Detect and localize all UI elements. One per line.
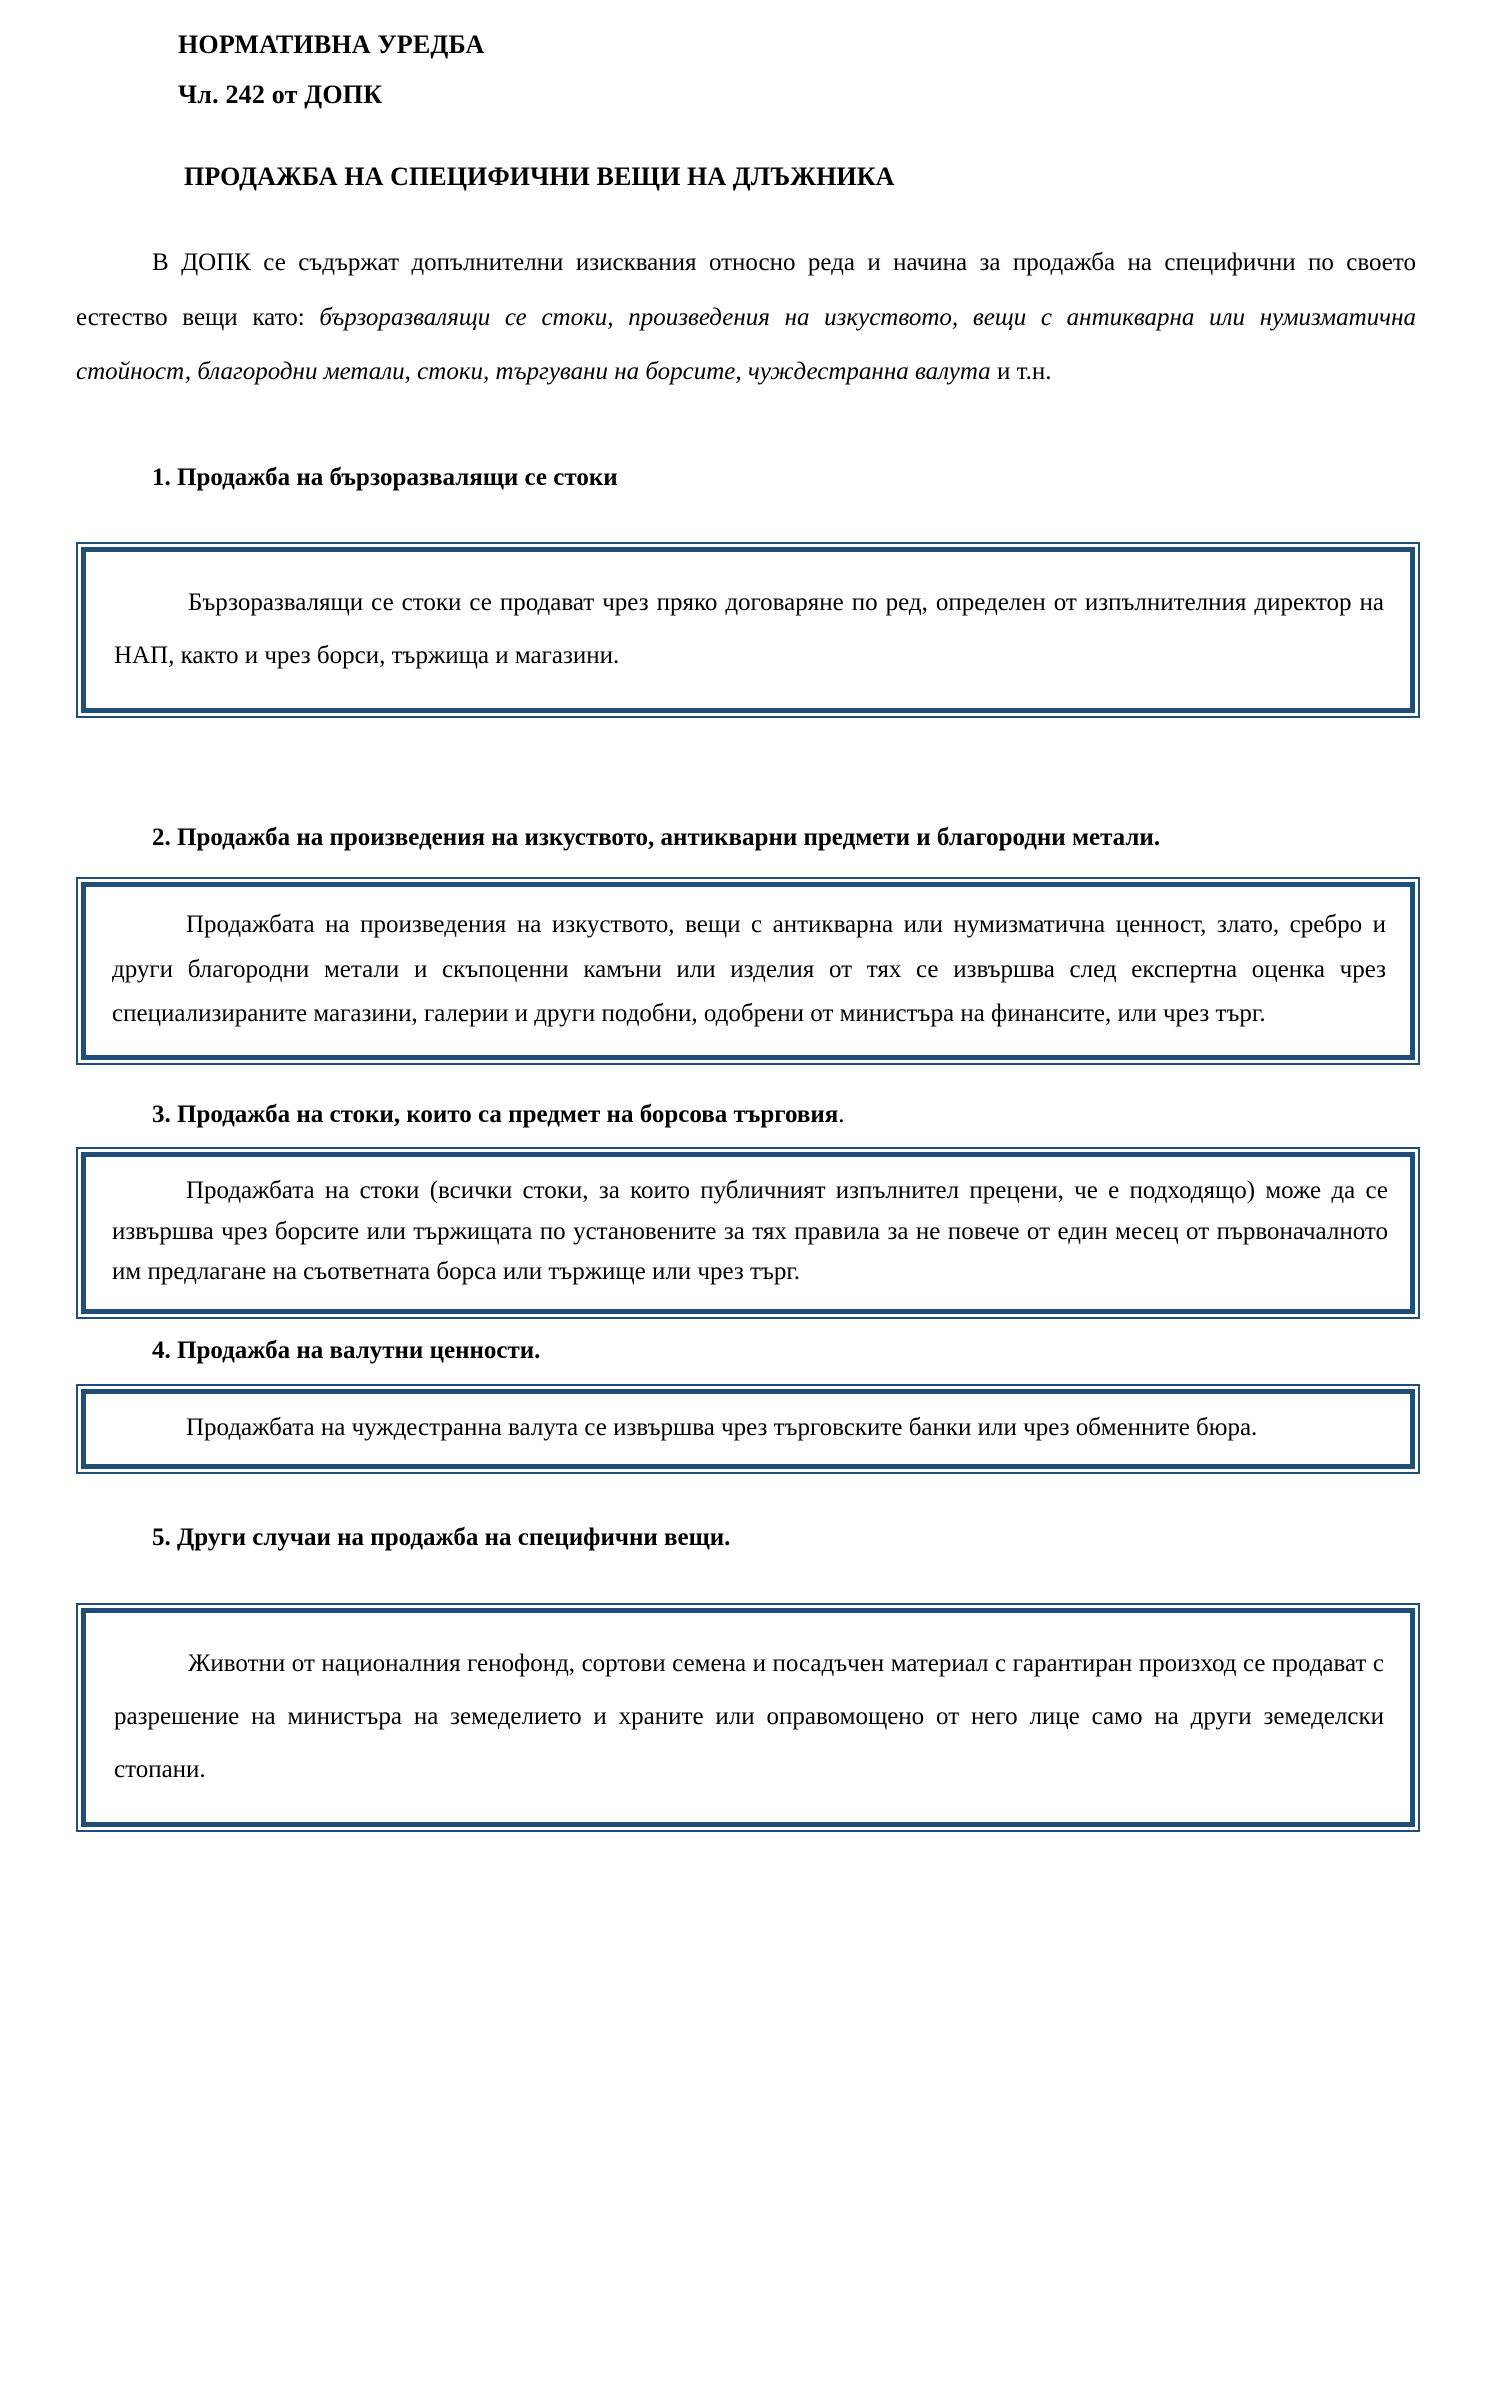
section-heading-4: 4. Продажба на валутни ценности. [152, 1336, 541, 1364]
quote-box-1-inner [81, 547, 1415, 713]
quote-box-5-inner [81, 1608, 1415, 1827]
page-title: ПРОДАЖБА НА СПЕЦИФИЧНИ ВЕЩИ НА ДЛЪЖНИКА [184, 162, 895, 191]
section-heading-1: 1. Продажба на бързоразвалящи се стоки [152, 463, 618, 491]
quote-box-1-text: Бързоразвалящи се стоки се продават чрез пряко договаряне по ред, определен от изпълнителния директор на НАП, както и чрез борси, тържища и магазини. [114, 589, 1384, 670]
quote-box-4 [76, 1384, 1420, 1475]
section-heading-3 [76, 1091, 1420, 1140]
quote-box-4-inner [81, 1389, 1415, 1470]
document-article-reference: Чл. 242 от ДОПК [178, 80, 383, 109]
section-heading-2: 2. Продажба на произведения на изкуството, антикварни предмети и благородни метали. [152, 824, 1161, 852]
intro-paragraph [76, 236, 1420, 400]
document-kicker: НОРМАТИВНА УРЕДБА [178, 30, 485, 59]
quote-box-3-text: Продажбата на стоки (всички стоки, за които публичният изпълнител прецени, че е подходящо) може да се извършва чрез борсите или тържищата по установените за тях правила за не повече от един месец от първоначалното им предлагане на съответната борса или тържище или чрез търг. [112, 1177, 1388, 1286]
quote-box-2 [76, 877, 1420, 1065]
quote-box-4-text: Продажбата на чуждестранна валута се извършва чрез търговските банки или чрез обменните бюра. [186, 1413, 1258, 1441]
quote-box-2-inner [81, 882, 1415, 1060]
intro-tail-text: и т.н. [990, 358, 1052, 385]
quote-box-5-text: Животни от националния генофонд, сортови семена и посадъчен материал с гарантиран произход се продават с разрешение на министъра на земеделието и храните или оправомощено от него лице само на други земеделски стопани. [114, 1649, 1384, 1783]
section-heading-5: 5. Други случаи на продажба на специфични вещи. [152, 1524, 731, 1551]
quote-box-5 [76, 1603, 1420, 1832]
intro-italic-list: бързоразвалящи се стоки, произведения на изкуството, вещи с антикварна или нумизматична стойност, благородни метали, стоки, търгувани на борсите, чуждестранна валута [76, 303, 1416, 385]
section-heading-3-suffix: . [838, 1100, 845, 1128]
quote-box-2-text: Продажбата на произведения на изкуството, вещи с антикварна или нумизматична ценност, злато, сребро и други благородни метали и скъпоценни камъни или изделия от тях се извършва след експертна оценка чрез специализираните магазини, галерии и други подобни, одобрени от министъра на финансите, или чрез търг. [112, 911, 1386, 1027]
quote-box-3 [76, 1147, 1420, 1319]
intro-lead-text: В ДОПК се съдържат допълнителни изисквания относно реда и начина за продажба на специфични по своето естество вещи като: [76, 249, 1416, 331]
section-heading-3-text: 3. Продажба на стоки, които са предмет на борсова търговия [152, 1100, 839, 1128]
quote-box-3-inner [81, 1152, 1415, 1314]
quote-box-1 [76, 542, 1420, 718]
